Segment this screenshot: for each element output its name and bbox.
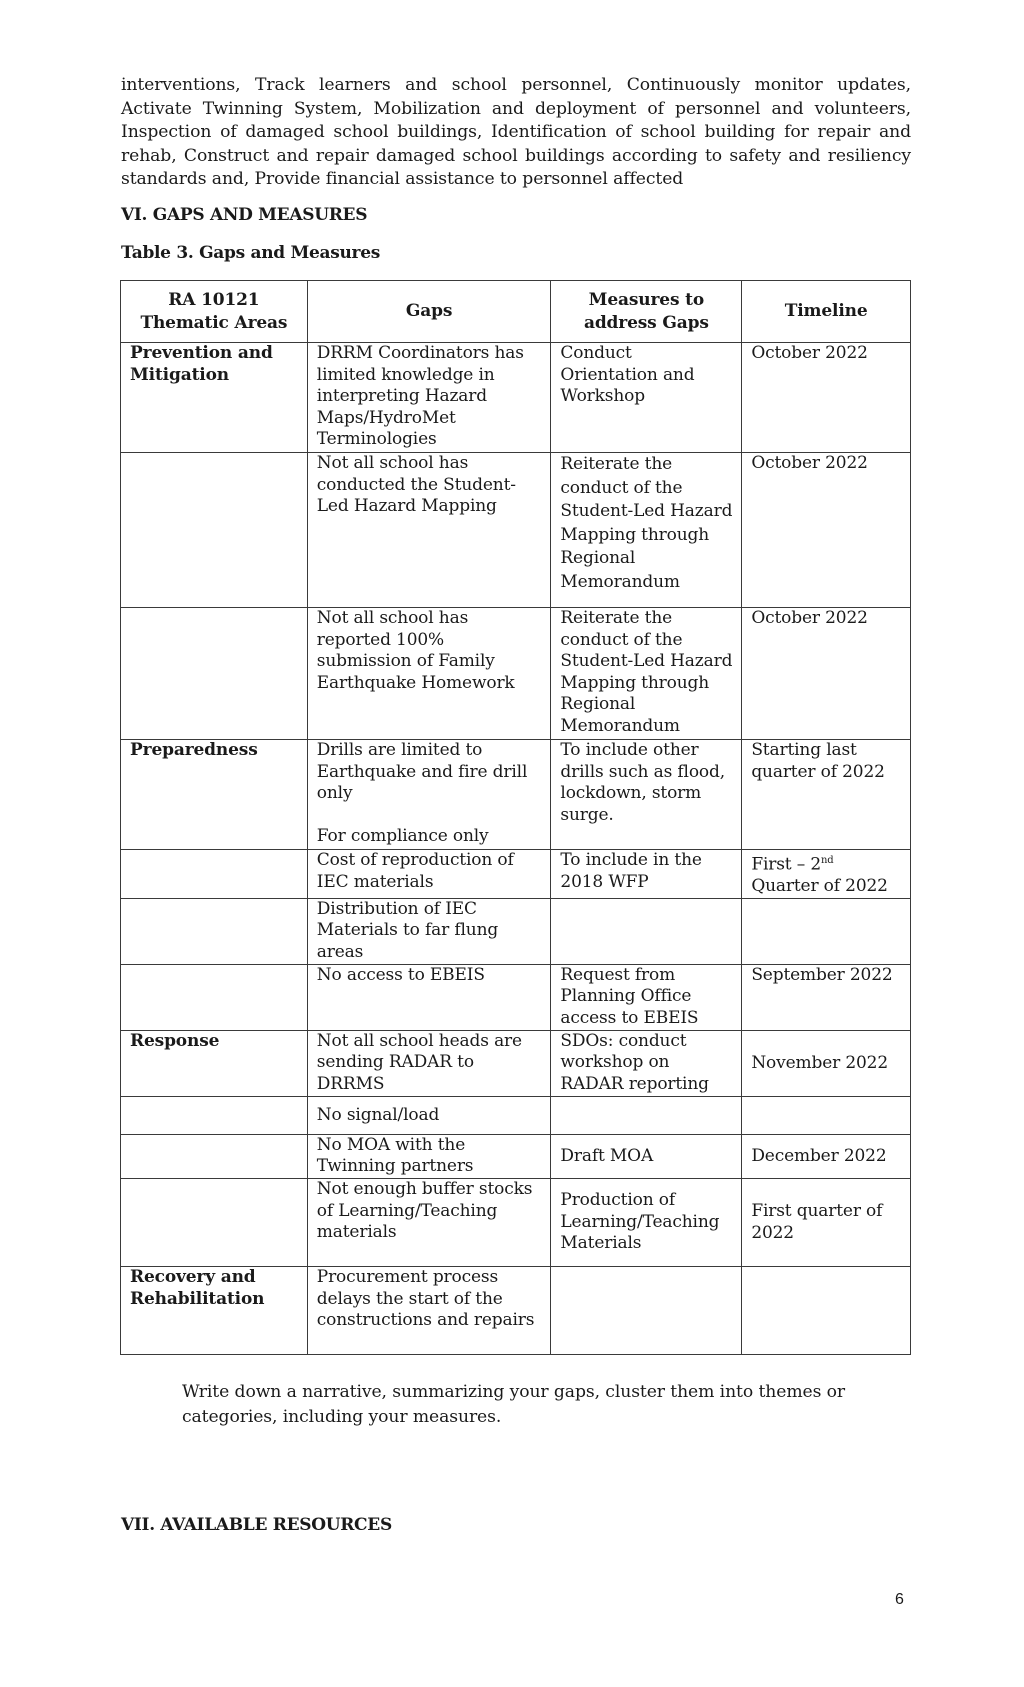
timeline-cell [742,898,911,964]
gap-cell: Not all school heads are sending RADAR to DRRMS [307,1030,551,1096]
gap-cell: Distribution of IEC Materials to far flung areas [307,898,551,964]
measure-cell: Draft MOA [551,1134,742,1178]
section-vi-heading: VI. GAPS AND MEASURES [121,205,368,225]
table-row [121,1179,911,1267]
table-header-row [121,281,911,343]
thematic-area-cell [121,1134,308,1178]
intro-paragraph: interventions, Track learners and school personnel, Continuously monitor updates, Activate Twinning System, Mobilization and deployment of personnel and volunteers, Inspection of damaged school buildings, Identification of school building for repair and rehab, Construct and repair damaged school buildings according to safety and resiliency standards and, Provide financial assistance to personnel affected [121,75,911,189]
timeline-cell: October 2022 [742,608,911,740]
table-row [121,1134,911,1178]
thematic-area-cell [121,453,308,608]
measure-cell: Production of Learning/Teaching Materials [551,1179,742,1267]
header-timeline: Timeline [742,281,911,343]
gap-cell: Not all school has reported 100% submission of Family Earthquake Homework [307,608,551,740]
thematic-area-cell [121,964,308,1030]
measure-cell: Conduct Orientation and Workshop [551,343,742,453]
measure-cell: Reiterate the conduct of the Student-Led Hazard Mapping through Regional Memorandum [551,608,742,740]
table-row [121,1096,911,1134]
thematic-area-cell [121,1096,308,1134]
thematic-area-cell [121,608,308,740]
measure-cell [551,898,742,964]
gap-cell: No MOA with the Twinning partners [307,1134,551,1178]
timeline-cell: September 2022 [742,964,911,1030]
timeline-cell: Starting last quarter of 2022 [742,740,911,850]
table-row [121,1267,911,1355]
gap-cell: DRRM Coordinators has limited knowledge in interpreting Hazard Maps/HydroMet Terminologies [307,343,551,453]
measure-cell: Request from Planning Office access to EBEIS [551,964,742,1030]
header-gaps: Gaps [307,281,551,343]
measure-cell: To include other drills such as flood, lockdown, storm surge. [551,740,742,850]
measure-cell: To include in the 2018 WFP [551,850,742,899]
timeline-cell: November 2022 [742,1030,911,1096]
narrative-prompt: Write down a narrative, summarizing your gaps, cluster them into themes or categories, including your measures. [182,1382,846,1427]
header-measures: Measures to address Gaps [551,281,742,343]
section-vii-heading: VII. AVAILABLE RESOURCES [121,1515,392,1535]
gap-cell: Procurement process delays the start of the constructions and repairs [307,1267,551,1355]
table-row [121,740,911,850]
thematic-area-cell: Recovery and Rehabilitation [121,1267,308,1355]
timeline-cell: December 2022 [742,1134,911,1178]
table-row [121,1030,911,1096]
measure-cell [551,1267,742,1355]
gap-cell: No access to EBEIS [307,964,551,1030]
thematic-area-cell [121,850,308,899]
gap-cell: Cost of reproduction of IEC materials [307,850,551,899]
timeline-cell: October 2022 [742,453,911,608]
timeline-cell [742,1096,911,1134]
timeline-cell: First quarter of 2022 [742,1179,911,1267]
page-number: 6 [895,1591,904,1608]
measure-cell [551,1096,742,1134]
timeline-cell: October 2022 [742,343,911,453]
table-row [121,898,911,964]
thematic-area-cell: Response [121,1030,308,1096]
gap-cell: Drills are limited to Earthquake and fire drill only For compliance only [307,740,551,850]
thematic-area-cell: Preparedness [121,740,308,850]
gap-cell: No signal/load [307,1096,551,1134]
table-caption: Table 3. Gaps and Measures [121,243,380,263]
table-row [121,453,911,608]
thematic-area-cell: Prevention and Mitigation [121,343,308,453]
gap-cell: Not enough buffer stocks of Learning/Teaching materials [307,1179,551,1267]
table-row [121,608,911,740]
measure-cell: Reiterate the conduct of the Student-Led Hazard Mapping through Regional Memorandum [551,453,742,608]
table-row [121,343,911,453]
table-row [121,964,911,1030]
table-row [121,850,911,899]
thematic-area-cell [121,898,308,964]
gap-cell: Not all school has conducted the Student-Led Hazard Mapping [307,453,551,608]
timeline-cell: First – 2nd Quarter of 2022 [742,850,911,899]
measure-cell: SDOs: conduct workshop on RADAR reporting [551,1030,742,1096]
thematic-area-cell [121,1179,308,1267]
header-thematic-areas: RA 10121 Thematic Areas [121,281,308,343]
timeline-cell [742,1267,911,1355]
gaps-measures-table [120,280,911,1355]
